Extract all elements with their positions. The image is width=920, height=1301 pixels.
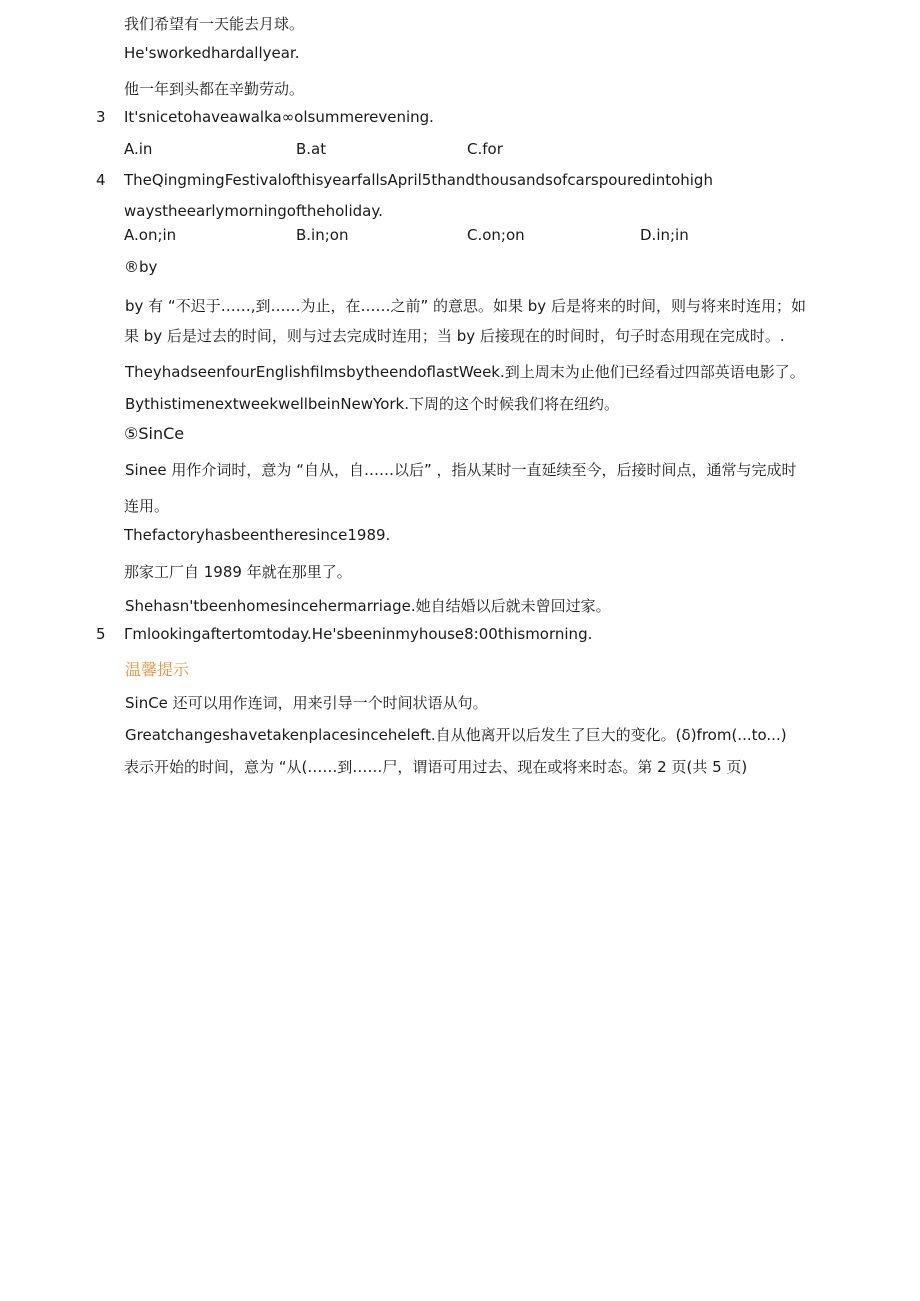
since-example-1: Thefactoryhasbeentheresince1989.	[124, 526, 391, 544]
since-example-1-translation: 那家工厂自 1989 年就在那里了。	[124, 563, 352, 581]
section-heading-by: ®by	[124, 258, 158, 276]
by-example-2: BythistimenextweekwellbeinNewYork.下周的这个时候我们将在纽约。	[125, 395, 620, 413]
tip-heading: 温馨提示	[125, 660, 190, 679]
question-3-option-b: B.at	[296, 140, 327, 158]
section-heading-since: ⑤SinCe	[124, 424, 185, 443]
question-3-option-a: A.in	[124, 140, 153, 158]
example-translation-worked-hard: 他一年到头都在辛勤劳动。	[124, 80, 305, 98]
by-example-1: TheyhadseenfourEnglishfilmsbytheendoflastWeek.到上周末为止他们已经看过四部英语电影了。	[125, 363, 805, 381]
question-4-text-line-2: waystheearlymorningoftheholiday.	[124, 202, 383, 220]
question-5-text: Γmlookingaftertomtoday.He'sbeeninmyhouse8:00thismorning.	[124, 625, 593, 643]
by-explanation-line-1: by 有 “不迟于……,到……为止，在……之前” 的意思。如果 by 后是将来的时间，则与将来时连用；如	[125, 297, 806, 315]
since-explanation-line-2: 连用。	[124, 497, 170, 515]
question-4-option-b: B.in;on	[296, 226, 349, 244]
by-explanation-line-2: 果 by 后是过去的时间，则与过去完成时连用；当 by 后接现在的时间时，句子时态用现在完成时。.	[124, 327, 785, 345]
question-4-option-c: C.on;on	[467, 226, 525, 244]
since-example-2: Shehasn'tbeenhomesincehermarriage.她自结婚以后就未曾回过家。	[125, 597, 611, 615]
question-number-5: 5	[96, 625, 106, 643]
tip-conjunction-note: SinCe 还可以用作连词，用来引导一个时间状语从句。	[125, 694, 488, 712]
question-3-option-c: C.for	[467, 140, 503, 158]
from-explanation-and-page-footer: 表示开始的时间，意为 “从(……到……尸，谓语可用过去、现在或将来时态。第 2 页(共 5 页)	[124, 758, 748, 776]
question-4-option-a: A.on;in	[124, 226, 177, 244]
question-number-3: 3	[96, 108, 106, 126]
question-number-4: 4	[96, 171, 106, 189]
since-explanation-line-1: Sinee 用作介词时，意为 “自从，自……以后” ，指从某时一直延续至今，后接时间点，通常与完成时	[125, 461, 797, 479]
example-sentence-worked-hard: He'sworkedhardallyear.	[124, 44, 300, 62]
tip-example-and-from-heading: Greatchangeshavetakenplacesinceheleft.自从他离开以后发生了巨大的变化。(δ)from(...to...)	[125, 726, 787, 744]
example-translation-moon: 我们希望有一天能去月球。	[124, 15, 305, 33]
question-4-text-line-1: TheQingmingFestivalofthisyearfallsApril5thandthousandsofcarspouredintohigh	[124, 171, 713, 189]
question-3-text: It'snicetohaveawalka∞olsummerevening.	[124, 108, 434, 126]
question-4-option-d: D.in;in	[640, 226, 689, 244]
